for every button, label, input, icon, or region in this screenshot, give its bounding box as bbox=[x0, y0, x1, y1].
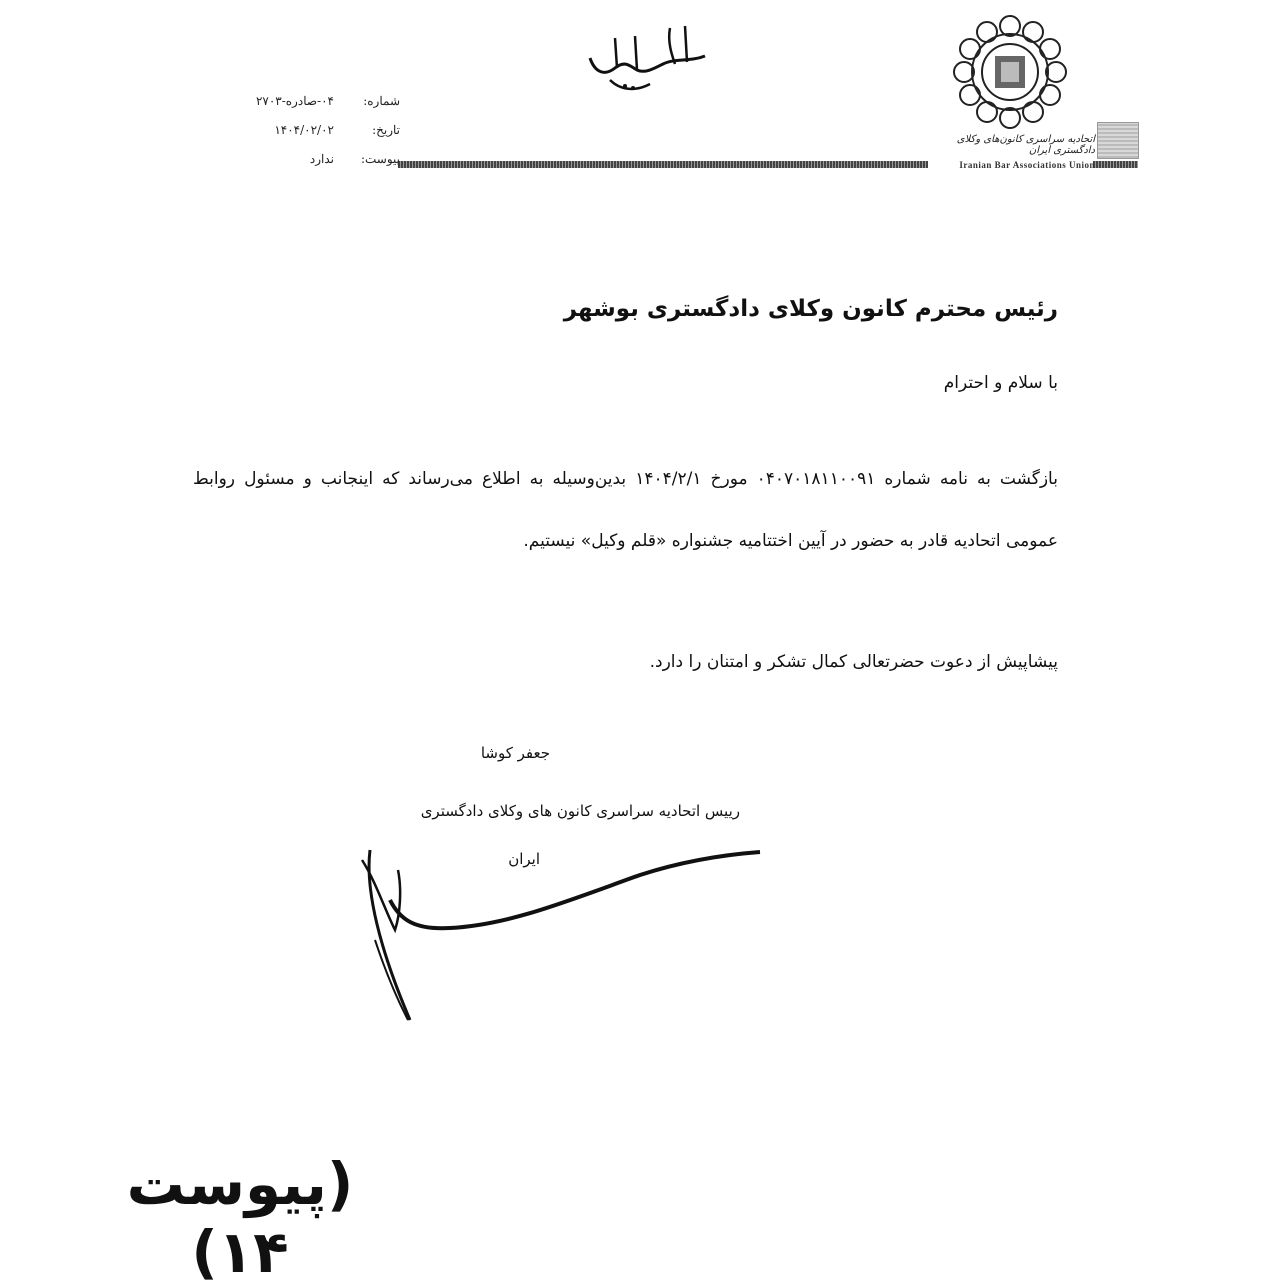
header-divider bbox=[398, 161, 928, 168]
meta-attachment bbox=[190, 144, 400, 173]
attachment-label: پیوست: bbox=[360, 151, 400, 166]
date-label: تاریخ: bbox=[372, 122, 400, 137]
letter-meta bbox=[190, 86, 400, 173]
annex-label: (پیوست ۱۴) bbox=[126, 1150, 354, 1286]
header-divider-right bbox=[1093, 161, 1138, 168]
org-name-english: Iranian Bar Associations Union bbox=[959, 160, 1095, 170]
greeting: با سلام و احترام bbox=[943, 373, 1058, 393]
number-value: ۰۴-صادره-۲۷۰۳ bbox=[255, 93, 334, 108]
org-name-persian: اتحادیه سراسری کانون‌های وکلای دادگستری ایران bbox=[956, 134, 1095, 156]
meta-date bbox=[190, 115, 400, 144]
meta-number bbox=[190, 86, 400, 115]
recipient-heading: رئیس محترم کانون وکلای دادگستری بوشهر bbox=[563, 296, 1058, 322]
number-label: شماره: bbox=[363, 93, 400, 108]
date-value: ۱۴۰۴/۰۲/۰۲ bbox=[274, 122, 334, 137]
bismillah-calligraphy bbox=[575, 18, 725, 98]
letterhead-emblem-box bbox=[1097, 122, 1139, 159]
attachment-value: ندارد bbox=[309, 151, 334, 166]
closing-line: پیشاپیش از دعوت حضرتعالی کمال تشکر و امتنان را دارد. bbox=[649, 652, 1058, 672]
body-paragraph: بازگشت به نامه شماره ۰۴۰۷۰۱۸۱۱۰۰۹۱ مورخ ۱۴۰۴/۲/۱ بدین‌وسیله به اطلاع می‌رساند که اینجانب و مسئول روابط عمومی اتحادیه قادر به حضور در آیین اختتامیه جشنواره «قلم وکیل» نیستیم. bbox=[193, 469, 1058, 551]
signatory-country: ایران bbox=[508, 850, 540, 868]
handwritten-signature bbox=[340, 830, 780, 1040]
bar-association-logo bbox=[945, 12, 1075, 132]
signatory-title: رییس اتحادیه سراسری کانون های وکلای دادگستری bbox=[420, 802, 740, 820]
signatory-name: جعفر کوشا bbox=[480, 744, 550, 762]
